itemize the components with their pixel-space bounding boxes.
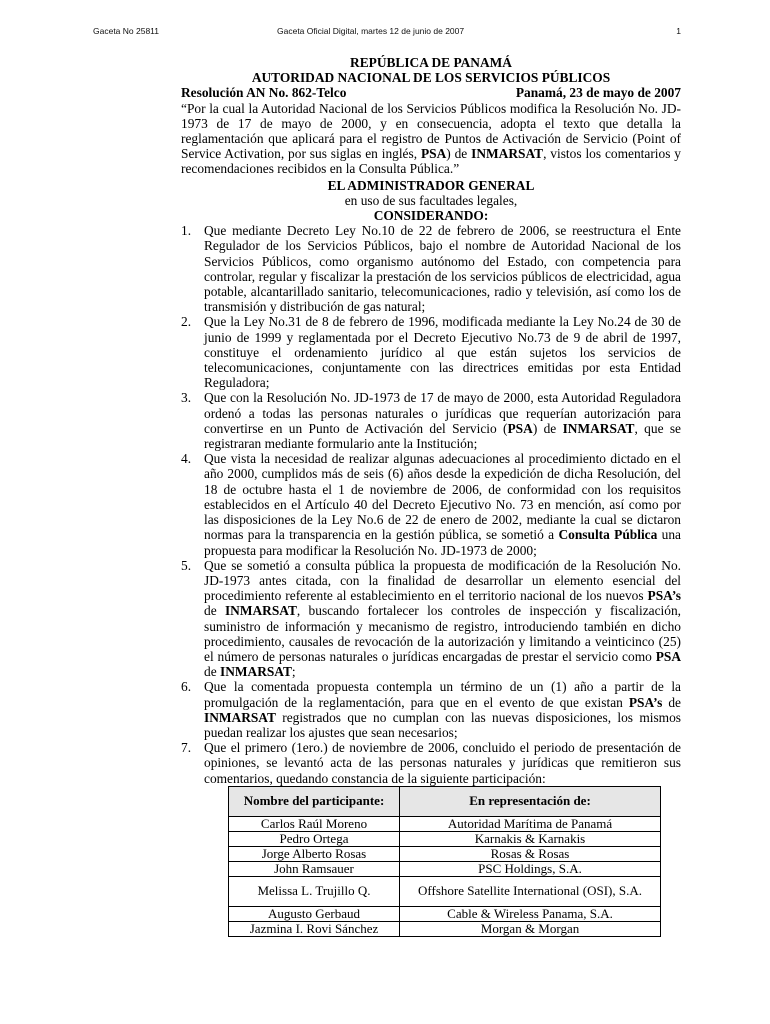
participant-represents: Karnakis & Karnakis: [400, 831, 661, 846]
item-bold: INMARSAT: [562, 420, 635, 436]
item-text: Que el primero (1ero.) de noviembre de 2006, concluido el periodo de presentación de opiniones, se levantó acta de las personas naturales y jurídicas que remitieron sus comentarios, quedando constancia de la siguiente participación:: [204, 740, 681, 786]
resolution-number: Resolución AN No. 862-Telco: [181, 85, 347, 101]
list-item: [181, 223, 681, 314]
participant-name: Jazmina I. Rovi Sánchez: [229, 921, 400, 936]
gazette-number: Gaceta No 25811: [93, 26, 159, 36]
item-text: Que mediante Decreto Ley No.10 de 22 de febrero de 2006, se reestructura el Ente Regulador de los Servicios Públicos, bajo el nombre de Autoridad Nacional de los Servicios Públicos, como organismo autónomo del Estado, con competencia para controlar, regular y fiscalizar la prestación de los servicios públicos de electricidad, agua potable, alcantarillado sanitario, telecomunicaciones, radio y televisión, así como los de transmisión y distribución de gas natural;: [204, 223, 681, 315]
table-header-row: [229, 786, 661, 816]
item-bold: PSA: [507, 420, 533, 436]
item-text: de: [204, 603, 225, 619]
item-bold: PSA: [655, 648, 681, 664]
table-row: [229, 906, 661, 921]
table-row: [229, 861, 661, 876]
item-text: una propuesta para modificar la Resolución No. JD-1973 de 2000;: [204, 527, 681, 558]
considerando-list: [181, 223, 681, 786]
list-item: [181, 390, 681, 451]
item-bold: PSA’s: [628, 694, 663, 710]
item-text: registrados que no cumplan con las nuevas disposiciones, los mismos puedan realizar los ajustes que sean necesarios;: [204, 709, 681, 740]
item-text: de: [662, 694, 681, 710]
authority-title: AUTORIDAD NACIONAL DE LOS SERVICIOS PÚBLICOS: [251, 70, 611, 86]
gazette-date: Gaceta Oficial Digital, martes 12 de junio de 2007: [277, 26, 465, 36]
resolution-summary: [181, 101, 681, 177]
table-row: [229, 816, 661, 831]
item-text: Que vista la necesidad de realizar algunas adecuaciones al procedimiento dictado en el año 2000, cumplidos más de seis (6) años desde la expedición de dicha Resolución, del 18 de octubre hasta el 1 de noviembre de 2006, de conformidad con los requisitos establecidos en el Artículo 40 del Decreto Ejecutivo No. 73 en mención, así como por las disposiciones de la Ley No.6 de 22 de enero de 2002, mediante la cual se dictaron normas para la transparencia en la gestión pública, se sometió a: [204, 451, 681, 543]
participant-represents: Cable & Wireless Panama, S.A.: [400, 906, 661, 921]
item-text: de: [204, 664, 220, 680]
item-number: 4.: [181, 451, 192, 467]
participant-represents: Rosas & Rosas: [400, 846, 661, 861]
item-bold: PSA’s: [647, 588, 681, 604]
resolution-line: [181, 85, 681, 100]
item-bold: Consulta Pública: [558, 527, 658, 543]
item-number: 3.: [181, 390, 192, 406]
participant-name: Pedro Ortega: [229, 831, 400, 846]
administrator-heading: EL ADMINISTRADOR GENERAL: [327, 177, 535, 193]
participant-represents: Morgan & Morgan: [400, 921, 661, 936]
list-item: [181, 740, 681, 786]
list-item: [181, 558, 681, 680]
summary-inmarsat: INMARSAT: [471, 146, 544, 162]
page-header: [93, 26, 681, 38]
document-body: [181, 55, 681, 937]
list-item: [181, 314, 681, 390]
country-title: REPÚBLICA DE PANAMÁ: [350, 55, 512, 70]
list-item: [181, 451, 681, 557]
item-text: Que con la Resolución No. JD-1973 de 17 de mayo de 2000, esta Autoridad Reguladora ordenó a todas las personas naturales o jurídicas que requerían autorización para convertirse en un Punto de Activación del Servicio (: [204, 390, 681, 436]
administrator-subheading: en uso de sus facultades legales,: [344, 192, 518, 208]
participant-name: John Ramsauer: [229, 861, 400, 876]
participant-name: Melissa L. Trujillo Q.: [229, 876, 400, 906]
item-text: , que se registraran mediante formulario ante la Institución;: [204, 420, 681, 452]
item-number: 7.: [181, 740, 192, 756]
item-bold: INMARSAT: [220, 664, 292, 680]
table-row: [229, 921, 661, 936]
item-text: ;: [291, 664, 296, 680]
item-bold: INMARSAT: [224, 603, 297, 619]
participant-represents: Autoridad Marítima de Panamá: [400, 816, 661, 831]
list-item: [181, 679, 681, 740]
summary-text: , vistos los comentarios y recomendaciones recibidos en la Consulta Pública.”: [181, 146, 681, 177]
table-row: [229, 831, 661, 846]
participant-name: Augusto Gerbaud: [229, 906, 400, 921]
participant-name: Jorge Alberto Rosas: [229, 846, 400, 861]
summary-text: “Por la cual la Autoridad Nacional de los Servicios Públicos modifica la Resolución No. JD-1973 de 17 de mayo de 2000, y en consecuencia, adopta el texto que detalla la reglamentación que aplicará para el registro de Puntos de Activación de Servicio (Point of Service Activation, por sus siglas en inglés,: [181, 100, 681, 162]
item-text: Que se sometió a consulta pública la propuesta de modificación de la Resolución No. JD-1973 antes citada, con la finalidad de desarrollar un elemento esencial del procedimiento referente al establecimiento en el territorio nacional de los nuevos: [204, 557, 681, 604]
item-text: ) de: [532, 420, 563, 436]
item-text: , buscando fortalecer los controles de inspección y fiscalización, suministro de información y mecanismo de registro, introduciendo también en dicho procedimiento, causales de revocación de la autorización y limitando a veinticinco (25) el número de personas naturales o jurídicas encargadas de prestar el servicio como: [204, 603, 681, 664]
item-bold: INMARSAT: [204, 709, 276, 725]
table-row: [229, 876, 661, 906]
item-number: 1.: [181, 223, 192, 239]
summary-text: ) de: [446, 146, 472, 162]
considerando-heading: CONSIDERANDO:: [373, 208, 489, 224]
page-number: 1: [676, 26, 681, 36]
summary-psa: PSA: [420, 146, 447, 162]
participants-table: [228, 786, 661, 937]
participant-name: Carlos Raúl Moreno: [229, 816, 400, 831]
item-number: 5.: [181, 557, 192, 573]
item-number: 6.: [181, 679, 192, 695]
resolution-date: Panamá, 23 de mayo de 2007: [515, 85, 681, 101]
table-row: [229, 846, 661, 861]
participant-represents: PSC Holdings, S.A.: [400, 861, 661, 876]
item-number: 2.: [181, 314, 192, 330]
item-text: Que la Ley No.31 de 8 de febrero de 1996, modificada mediante la Ley No.24 de 30 de junio de 1999 y reglamentada por el Decreto Ejecutivo No.73 de 9 de abril de 1997, constituye el ordenamiento jurídico al que están sujetos los servicios de telecomunicaciones, conjuntamente con las directrices emitidas por esta Entidad Reguladora;: [204, 314, 681, 391]
column-header: Nombre del participante:: [229, 786, 400, 816]
column-header: En representación de:: [400, 786, 661, 816]
participant-represents: Offshore Satellite International (OSI), S.A.: [400, 876, 661, 906]
item-text: Que la comentada propuesta contempla un término de un (1) año a partir de la promulgación de la reglamentación, para que en el evento de que existan: [204, 679, 681, 710]
